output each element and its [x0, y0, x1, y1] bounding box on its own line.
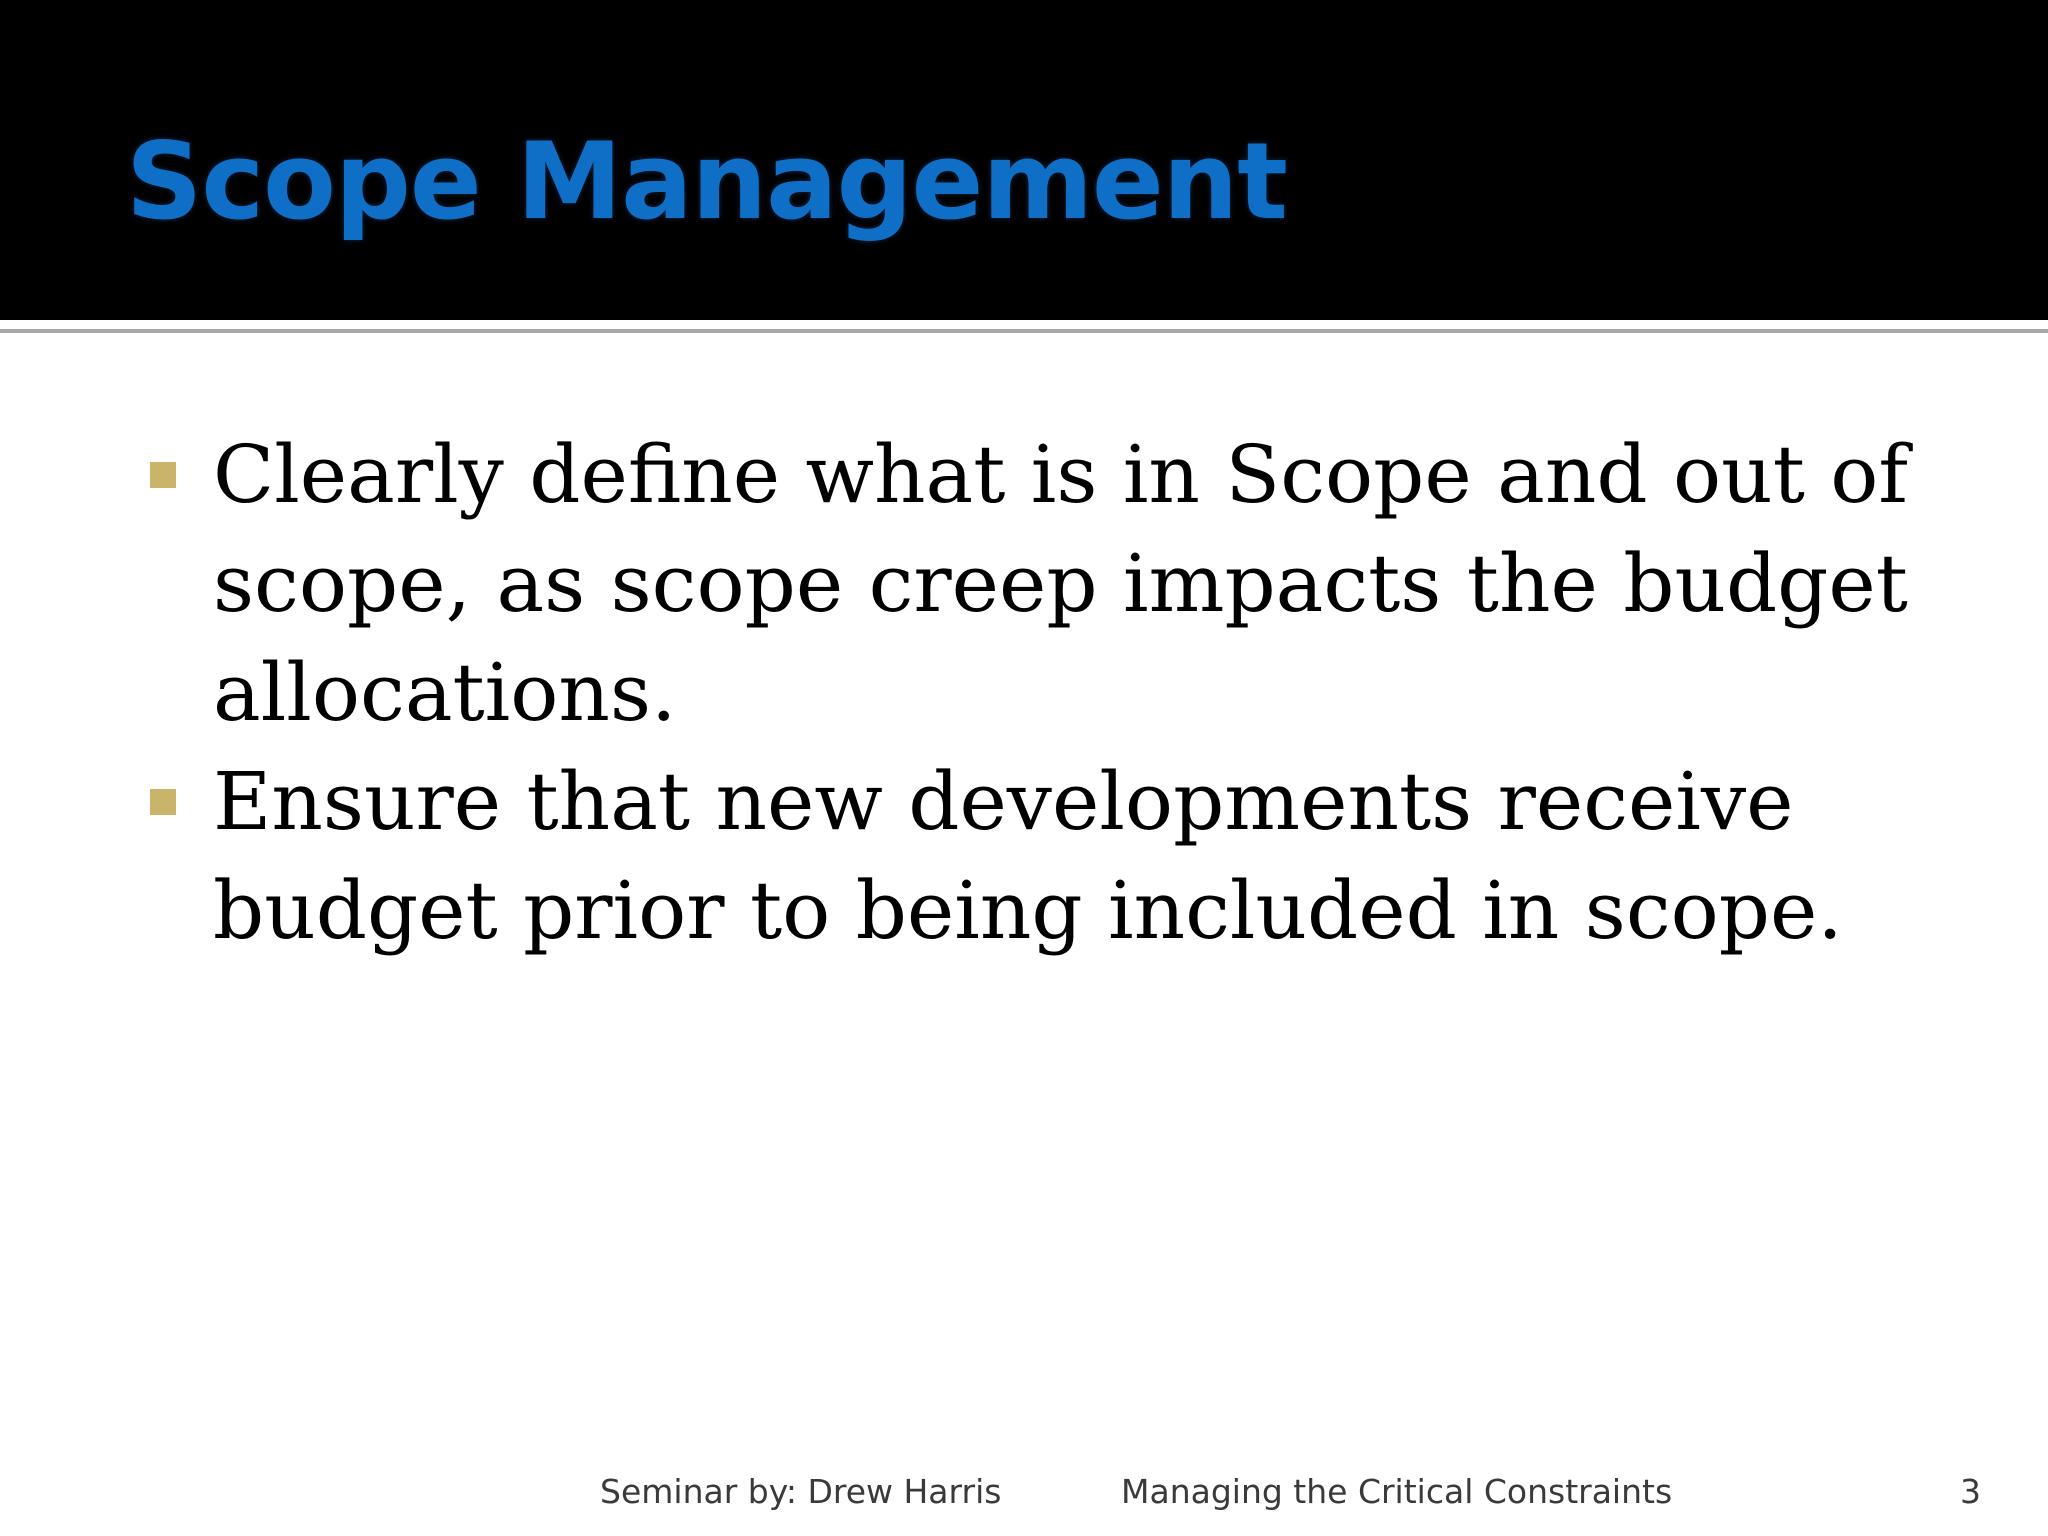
bullet-item — [213, 420, 1913, 747]
square-bullet-icon — [150, 789, 176, 815]
slide-title: Scope Management — [126, 120, 1287, 243]
footer-presenter: Seminar by: Drew Harris — [600, 1472, 1002, 1511]
bullet-text: Clearly define what is in Scope and out of scope, as scope creep impacts the budget allocations. — [213, 428, 1909, 739]
bullet-item — [213, 747, 1913, 965]
slide-number: 3 — [1960, 1472, 1981, 1511]
bullet-list — [0, 420, 2048, 965]
bullet-text: Ensure that new developments receive budget prior to being included in scope. — [213, 755, 1843, 957]
title-bar — [0, 0, 2048, 320]
title-divider — [0, 320, 2048, 326]
title-divider-accent — [0, 329, 2048, 333]
square-bullet-icon — [150, 462, 176, 488]
footer-topic: Managing the Critical Constraints — [1121, 1472, 1673, 1511]
